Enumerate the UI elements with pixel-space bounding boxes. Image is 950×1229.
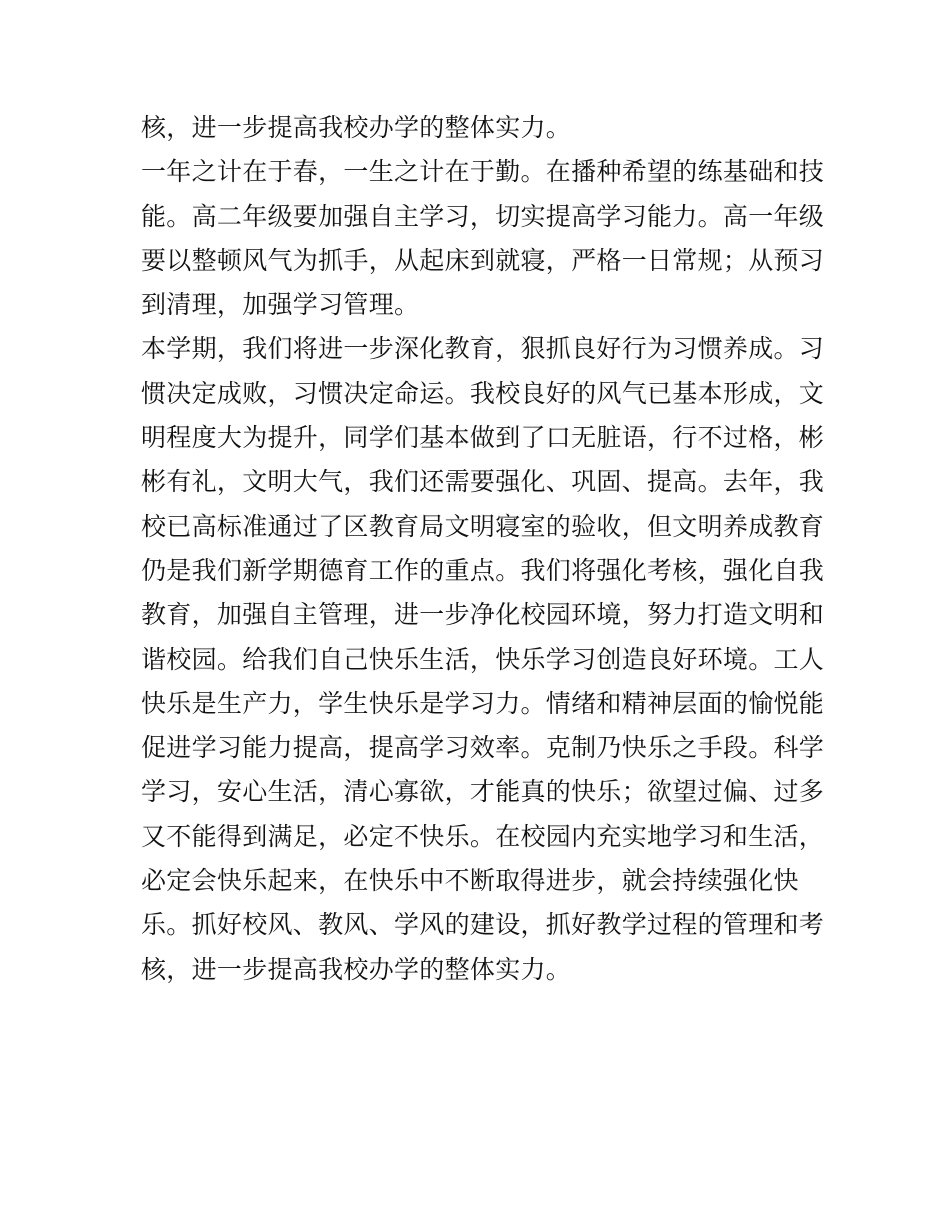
text-line: 到清理，加强学习管理。 <box>141 290 420 320</box>
text-line: 本学期，我们将进一步深化教育，狠抓良好行为习惯养成。习 <box>141 334 825 364</box>
text-line: 又不能得到满足，必定不快乐。在校园内充实地学习和生活， <box>141 821 825 851</box>
text-line: 明程度大为提升，同学们基本做到了口无脏语，行不过格，彬 <box>141 423 825 453</box>
text-line: 乐。抓好校风、教风、学风的建设，抓好教学过程的管理和考 <box>141 910 825 940</box>
text-line: 核，进一步提高我校办学的整体实力。 <box>141 954 572 984</box>
text-line: 彬有礼，文明大气，我们还需要强化、巩固、提高。去年，我 <box>141 467 825 497</box>
text-line: 促进学习能力提高，提高学习效率。克制乃快乐之手段。科学 <box>141 733 825 763</box>
text-line: 校已高标准通过了区教育局文明寝室的验收，但文明养成教育 <box>141 511 825 541</box>
text-line: 一年之计在于春，一生之计在于勤。在播种希望的练基础和技 <box>141 157 825 187</box>
document-body <box>141 106 825 992</box>
text-line: 仍是我们新学期德育工作的重点。我们将强化考核，强化自我 <box>141 555 825 585</box>
text-line: 学习，安心生活，清心寡欲，才能真的快乐；欲望过偏、过多 <box>141 777 825 807</box>
text-line: 必定会快乐起来，在快乐中不断取得进步，就会持续强化快 <box>141 866 799 896</box>
text-line: 快乐是生产力，学生快乐是学习力。情绪和精神层面的愉悦能 <box>141 688 825 718</box>
text-line: 能。高二年级要加强自主学习，切实提高学习能力。高一年级 <box>141 201 825 231</box>
text-line: 惯决定成败，习惯决定命运。我校良好的风气已基本形成，文 <box>141 378 825 408</box>
text-line: 教育，加强自主管理，进一步净化校园环境，努力打造文明和 <box>141 600 825 630</box>
text-line: 核，进一步提高我校办学的整体实力。 <box>141 113 572 142</box>
text-line: 要以整顿风气为抓手，从起床到就寝，严格一日常规；从预习 <box>141 245 825 275</box>
text-line: 谐校园。给我们自己快乐生活，快乐学习创造良好环境。工人 <box>141 644 825 674</box>
